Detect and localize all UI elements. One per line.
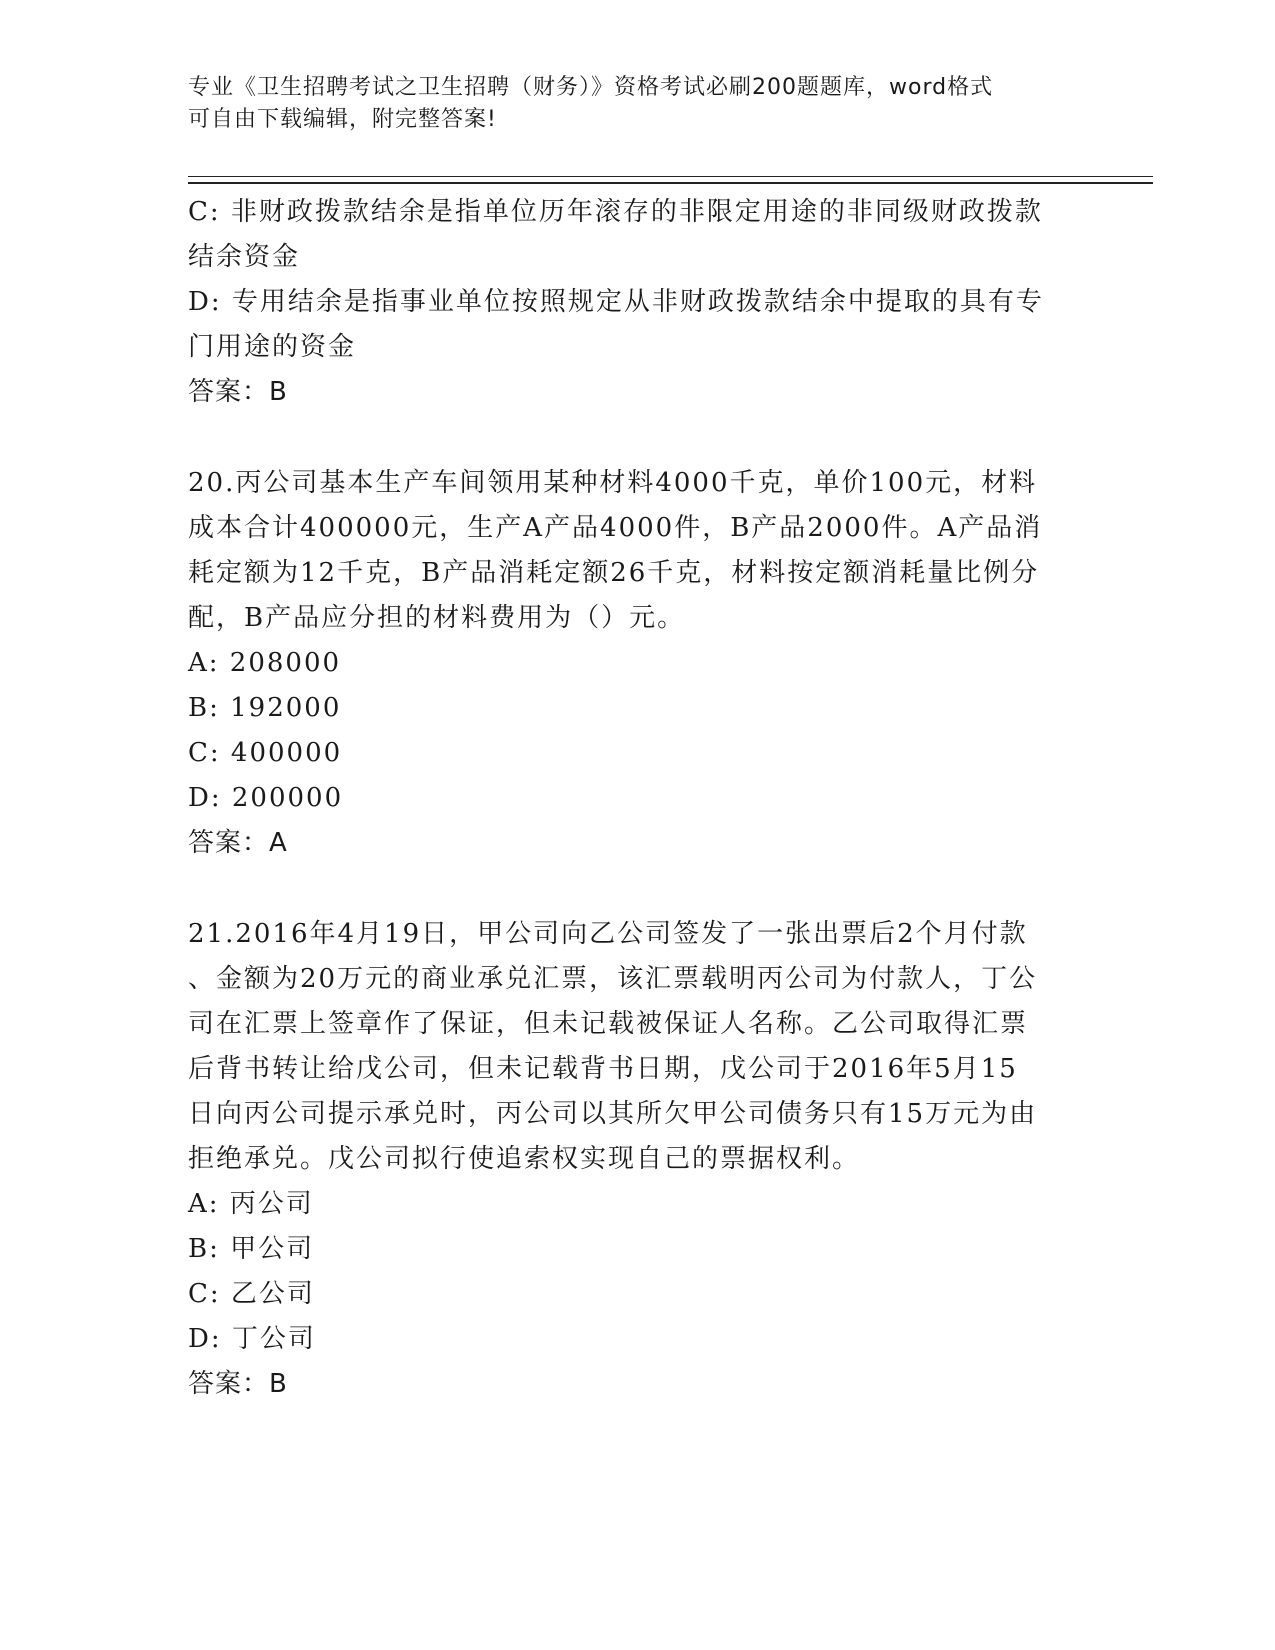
question-stem-line: 拒绝承兑。戊公司拟行使追索权实现自己的票据权利。 — [188, 1144, 861, 1174]
option-a: A: 208000 — [188, 648, 342, 678]
option-c-line: C: 非财政拨款结余是指单位历年滚存的非限定用途的非同级财政拨款 — [188, 197, 1043, 227]
option-b: B: 甲公司 — [188, 1234, 315, 1264]
header-title-line-2: 可自由下载编辑，附完整答案! — [188, 107, 497, 132]
question-stem-line: 后背书转让给戊公司，但未记载背书日期，戊公司于2016年5月15 — [188, 1054, 1018, 1084]
page-header — [188, 72, 1068, 136]
question-stem-line: 日向丙公司提示承兑时，丙公司以其所欠甲公司债务只有15万元为由 — [188, 1099, 1038, 1129]
header-divider — [188, 176, 1153, 184]
header-title-line-1: 专业《卫生招聘考试之卫生招聘（财务）》资格考试必刷200题题库，word格式 — [188, 75, 994, 100]
question-21 — [188, 912, 1088, 1407]
question-stem-line: 配，B产品应分担的材料费用为（）元。 — [188, 603, 686, 633]
answer-line: 答案：B — [188, 1369, 288, 1399]
question-stem-line: 、金额为20万元的商业承兑汇票，该汇票载明丙公司为付款人，丁公 — [188, 964, 1038, 994]
option-d: D: 丁公司 — [188, 1324, 316, 1354]
question-spacer — [188, 415, 1088, 461]
question-stem-line: 耗定额为12千克，B产品消耗定额26千克，材料按定额消耗量比例分 — [188, 558, 1040, 588]
question-spacer — [188, 866, 1088, 912]
option-c-line: 结余资金 — [188, 242, 301, 272]
option-b: B: 192000 — [188, 693, 342, 723]
question-stem-line: 20.丙公司基本生产车间领用某种材料4000千克，单价100元，材料 — [188, 468, 1038, 498]
question-19-continuation — [188, 190, 1088, 415]
question-20 — [188, 461, 1088, 866]
option-a: A: 丙公司 — [188, 1189, 314, 1219]
question-stem-line: 司在汇票上签章作了保证，但未记载被保证人名称。乙公司取得汇票 — [188, 1009, 1029, 1039]
option-d-line: D: 专用结余是指事业单位按照规定从非财政拨款结余中提取的具有专 — [188, 287, 1044, 317]
option-d: D: 200000 — [188, 783, 344, 813]
answer-line: 答案：B — [188, 377, 288, 407]
answer-line: 答案：A — [188, 828, 288, 858]
option-c: C: 400000 — [188, 738, 343, 768]
question-stem-line: 21.2016年4月19日，甲公司向乙公司签发了一张出票后2个月付款 — [188, 919, 1028, 949]
option-d-line: 门用途的资金 — [188, 332, 357, 362]
question-stem-line: 成本合计400000元，生产A产品4000件，B产品2000件。A产品消 — [188, 513, 1043, 543]
document-body — [188, 190, 1088, 1407]
option-c: C: 乙公司 — [188, 1279, 315, 1309]
